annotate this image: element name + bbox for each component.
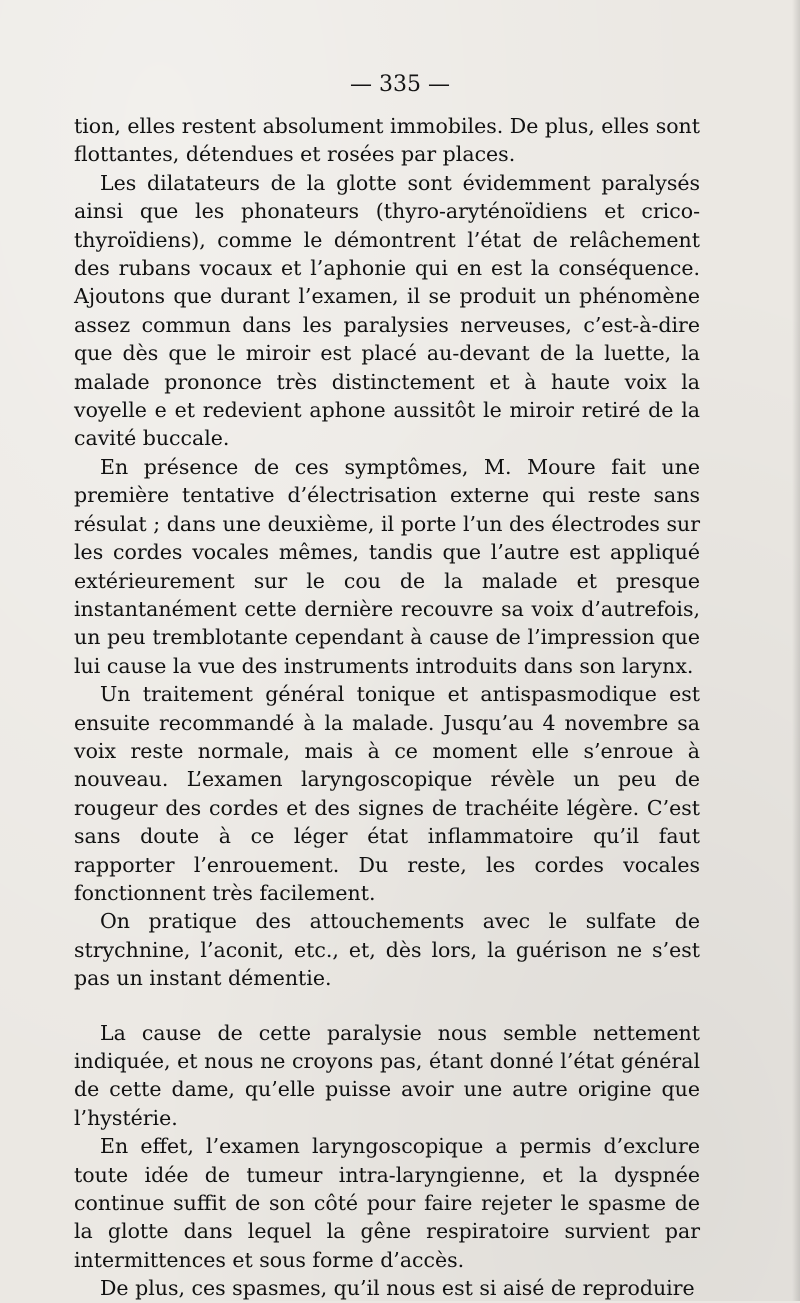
paragraph-continuation: tion, elles restent absolument immobiles. De plus, elles sont flottantes, détendues et rosées par places. [74, 114, 700, 167]
body-text [74, 112, 700, 1303]
page-number: — 335 — [350, 72, 450, 97]
page-edge-shadow [792, 0, 800, 1301]
paragraph-presence-symptomes: En présence de ces symptômes, M. Moure fait une première tentative d’électrisation externe qui reste sans résulat ; dans une deuxième, il porte l’un des électrodes sur les cordes vocales mêmes, tandis que l’autre est appliqué extérieurement sur le cou de la malade et presque instantanément cette dernière recouvre sa voix d’autrefois, un peu tremblotante cependant à cause de l’impression que lui cause la vue des instruments introduits dans son larynx. [74, 454, 700, 678]
paragraph-dilatateurs: Les dilatateurs de la glotte sont évidemment paralysés ainsi que les phonateurs (thyro-aryténoïdiens et crico-thyroïdiens), comme le démontrent l’état de relâchement des rubans vocaux et l’aphonie qui en est la conséquence. Ajoutons que durant l’examen, il se produit un phénomène assez commun dans les paralysies nerveuses, c’est-à-dire que dès que le miroir est placé au-devant de la luette, la malade prononce très distinctement et à haute voix la voyelle e et redevient aphone aussitôt le miroir retiré de la cavité buccale. [74, 170, 700, 451]
paragraph-traitement: Un traitement général tonique et antispasmodique est ensuite recommandé à la malade. Jusqu’au 4 novembre sa voix reste normale, mais à ce moment elle s’enroue à nouveau. L’examen laryngoscopique révèle un peu de rougeur des cordes et des signes de trachéite légère. C’est sans doute à ce léger état inflammatoire qu’il faut rapporter l’enrouement. Du reste, les cordes vocales fonctionnent très facilement. [74, 682, 700, 905]
paragraph-spasmes: De plus, ces spasmes, qu’il nous est si aisé de reproduire [100, 1276, 695, 1301]
paragraph-en-effet: En effet, l’examen laryngoscopique a permis d’exclure toute idée de tumeur intra-laryngienne, et la dyspnée continue suffit de son côté pour faire rejeter le spasme de la glotte dans lequel la gêne respiratoire survient par intermittences et sous forme d’accès. [74, 1134, 700, 1272]
paragraph-attouchements: On pratique des attouchements avec le sulfate de strychnine, l’aconit, etc., et, dès lors, la guérison ne s’est pas un instant démentie. [74, 909, 700, 991]
paragraph-cause-paralysie: La cause de cette paralysie nous semble nettement indiquée, et nous ne croyons pas, étant donné l’état général de cette dame, qu’elle puisse avoir une autre origine que l’hystérie. [74, 1020, 700, 1130]
